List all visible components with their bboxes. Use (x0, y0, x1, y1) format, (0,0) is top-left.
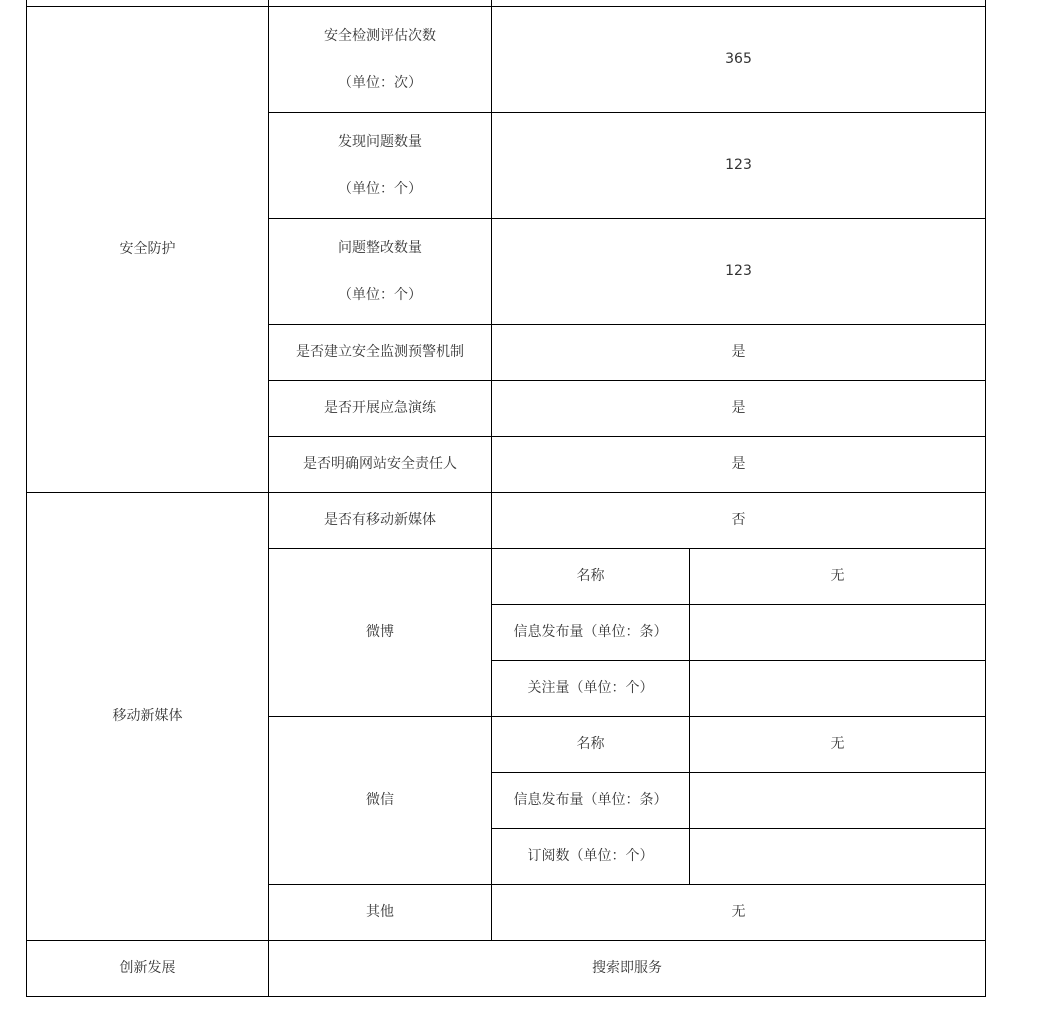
label-eval-count-unit: （单位：次） (338, 74, 422, 91)
value-weibo-posts (690, 605, 986, 661)
label-wechat-name: 名称 (492, 717, 690, 773)
value-monitor-mechanism: 是 (492, 325, 986, 381)
value-issues-found: 123 (492, 113, 986, 219)
label-wechat-subscribers: 订阅数（单位：个） (492, 829, 690, 885)
label-responsible-person: 是否明确网站安全责任人 (269, 437, 492, 493)
value-issues-fixed: 123 (492, 219, 986, 325)
label-eval-count-text: 安全检测评估次数 (324, 27, 436, 44)
label-other: 其他 (269, 885, 492, 941)
label-weibo: 微博 (269, 549, 492, 717)
value-wechat-posts (690, 773, 986, 829)
label-monitor-mechanism: 是否建立安全监测预警机制 (269, 325, 492, 381)
table-row-has-mobile (27, 493, 986, 549)
label-issues-fixed-unit: （单位：个） (338, 286, 422, 303)
label-eval-count (269, 7, 492, 113)
label-has-mobile: 是否有移动新媒体 (269, 493, 492, 549)
label-wechat-posts: 信息发布量（单位：条） (492, 773, 690, 829)
value-emergency-drill: 是 (492, 381, 986, 437)
label-wechat: 微信 (269, 717, 492, 885)
value-wechat-name: 无 (690, 717, 986, 773)
label-issues-fixed-text: 问题整改数量 (338, 239, 422, 256)
section-label-mobile: 移动新媒体 (27, 493, 269, 941)
label-weibo-name: 名称 (492, 549, 690, 605)
label-issues-fixed (269, 219, 492, 325)
value-innovation: 搜索即服务 (269, 941, 986, 997)
report-table (26, 0, 986, 997)
table-row-eval-count (27, 7, 986, 113)
label-weibo-followers: 关注量（单位：个） (492, 661, 690, 717)
value-weibo-followers (690, 661, 986, 717)
value-weibo-name: 无 (690, 549, 986, 605)
label-issues-found (269, 113, 492, 219)
value-eval-count: 365 (492, 7, 986, 113)
table-row-innovation (27, 941, 986, 997)
value-other: 无 (492, 885, 986, 941)
label-innovation: 创新发展 (27, 941, 269, 997)
label-issues-found-text: 发现问题数量 (338, 133, 422, 150)
value-wechat-subscribers (690, 829, 986, 885)
value-has-mobile: 否 (492, 493, 986, 549)
value-responsible-person: 是 (492, 437, 986, 493)
label-issues-found-unit: （单位：个） (338, 180, 422, 197)
label-weibo-posts: 信息发布量（单位：条） (492, 605, 690, 661)
label-emergency-drill: 是否开展应急演练 (269, 381, 492, 437)
section-label-security: 安全防护 (27, 7, 269, 493)
